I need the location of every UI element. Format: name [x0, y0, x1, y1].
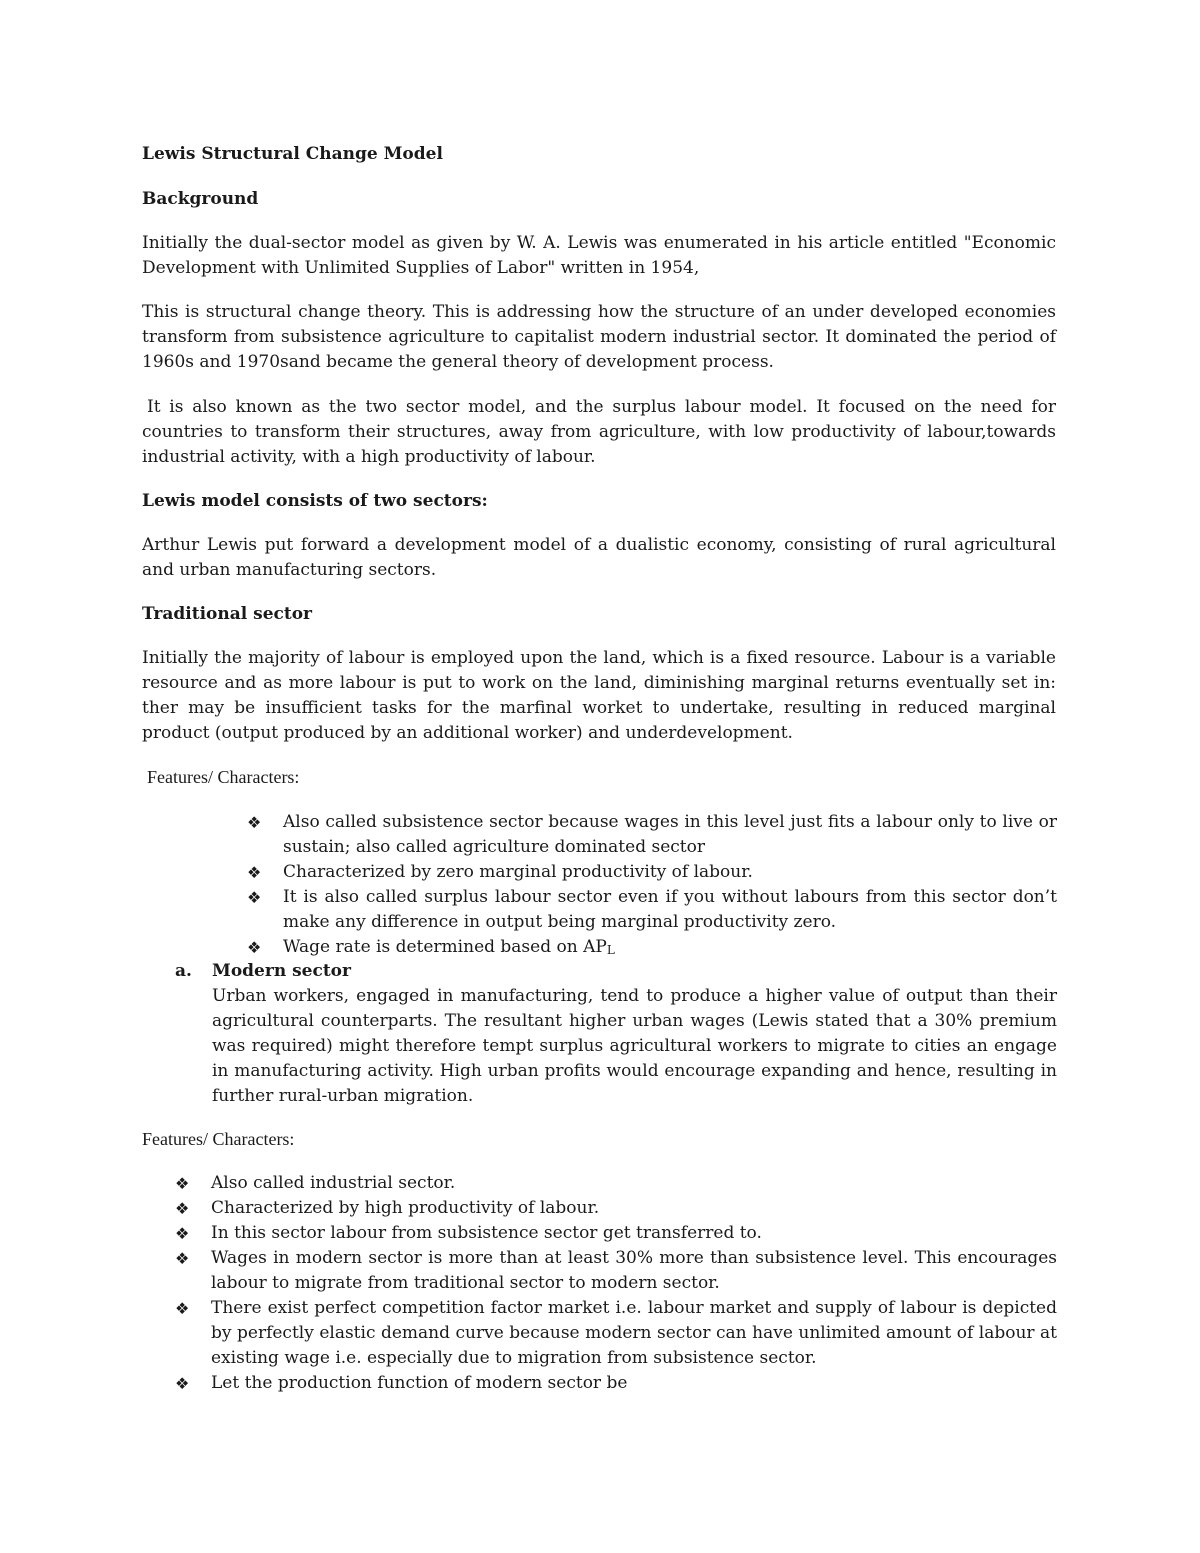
- list-item-text: Characterized by zero marginal productivity of labour.: [283, 862, 753, 882]
- diamond-bullet-icon: ❖: [247, 813, 262, 832]
- modern-sector-list-label: a.: [175, 961, 192, 981]
- traditional-sector-paragraph: Initially the majority of labour is employed upon the land, which is a fixed resource. Labour is a variable resource and as more labour is put to work on the land, diminishing marginal returns eventually set in: ther may be insufficient tasks for the marfinal worket to undertake, resulting in reduced marginal product (output produced by an additional worker) and underdevelopment.: [142, 648, 1056, 743]
- background-paragraph-2: This is structural change theory. This is addressing how the structure of an under developed economies transform from subsistence agriculture to capitalist modern industrial sector. It dominated the period of 1960s and 1970sand became the general theory of development process.: [142, 302, 1056, 372]
- list-item-text: In this sector labour from subsistence sector get transferred to.: [211, 1223, 762, 1243]
- list-item-text: Let the production function of modern sector be: [211, 1373, 628, 1393]
- modern-sector-paragraph: Urban workers, engaged in manufacturing, tend to produce a higher value of output than their agricultural counterparts. The resultant higher urban wages (Lewis stated that a 30% premium was required) might therefore tempt surplus agricultural workers to migrate to cities an engage in manufacturing activity. High urban profits would encourage expanding and hence, resulting in further rural-urban migration.: [212, 986, 1057, 1106]
- diamond-bullet-icon: ❖: [175, 1374, 190, 1393]
- list-item-text: Also called subsistence sector because wages in this level just fits a labour only to live or sustain; also called agriculture dominated sector: [283, 812, 1057, 857]
- traditional-sector-heading: Traditional sector: [142, 604, 313, 624]
- diamond-bullet-icon: ❖: [247, 938, 262, 957]
- document-title: Lewis Structural Change Model: [142, 144, 443, 164]
- list-item: [175, 1196, 1057, 1221]
- list-item-text: Wage rate is determined based on AP: [283, 937, 607, 957]
- background-paragraph-1: Initially the dual-sector model as given by W. A. Lewis was enumerated in his article entitled "Economic Development with Unlimited Supplies of Labor" written in 1954,: [142, 233, 1056, 278]
- background-paragraph-3: It is also known as the two sector model, and the surplus labour model. It focused on the need for countries to transform their structures, away from agriculture, with low productivity of labour,towards industrial activity, with a high productivity of labour.: [142, 397, 1056, 467]
- diamond-bullet-icon: ❖: [175, 1199, 190, 1218]
- diamond-bullet-icon: ❖: [175, 1249, 190, 1268]
- modern-sector-heading: Modern sector: [212, 961, 351, 981]
- diamond-bullet-icon: ❖: [247, 863, 262, 882]
- list-item-text: Wages in modern sector is more than at least 30% more than subsistence level. This encourages labour to migrate from traditional sector to modern sector.: [211, 1248, 1057, 1293]
- list-item-text: There exist perfect competition factor market i.e. labour market and supply of labour is depicted by perfectly elastic demand curve because modern sector can have unlimited amount of labour at existing wage i.e. especially due to migration from subsistence sector.: [211, 1298, 1057, 1368]
- list-item: [247, 860, 1057, 885]
- list-item: [247, 885, 1057, 935]
- background-heading: Background: [142, 189, 259, 209]
- wage-subscript: L: [606, 943, 615, 957]
- list-item: [175, 1296, 1057, 1371]
- list-item: [175, 1221, 1057, 1246]
- list-item: [247, 810, 1057, 860]
- list-item-text: It is also called surplus labour sector even if you without labours from this sector don’t make any difference in output being marginal productivity zero.: [283, 887, 1057, 932]
- list-item: [175, 1171, 1057, 1196]
- traditional-features-list: [247, 810, 1057, 963]
- two-sectors-paragraph: Arthur Lewis put forward a development model of a dualistic economy, consisting of rural agricultural and urban manufacturing sectors.: [142, 535, 1056, 580]
- modern-features-label: Features/ Characters:: [142, 1129, 295, 1149]
- traditional-features-label: Features/ Characters:: [147, 767, 300, 787]
- list-item: [175, 1246, 1057, 1296]
- diamond-bullet-icon: ❖: [175, 1299, 190, 1318]
- modern-features-list: [175, 1171, 1057, 1396]
- list-item-text: Characterized by high productivity of labour.: [211, 1198, 600, 1218]
- list-item: [175, 1371, 1057, 1396]
- two-sectors-heading: Lewis model consists of two sectors:: [142, 491, 488, 511]
- diamond-bullet-icon: ❖: [175, 1174, 190, 1193]
- diamond-bullet-icon: ❖: [247, 888, 262, 907]
- diamond-bullet-icon: ❖: [175, 1224, 190, 1243]
- list-item-text: Also called industrial sector.: [211, 1173, 456, 1193]
- modern-sector-section: [175, 959, 1057, 1109]
